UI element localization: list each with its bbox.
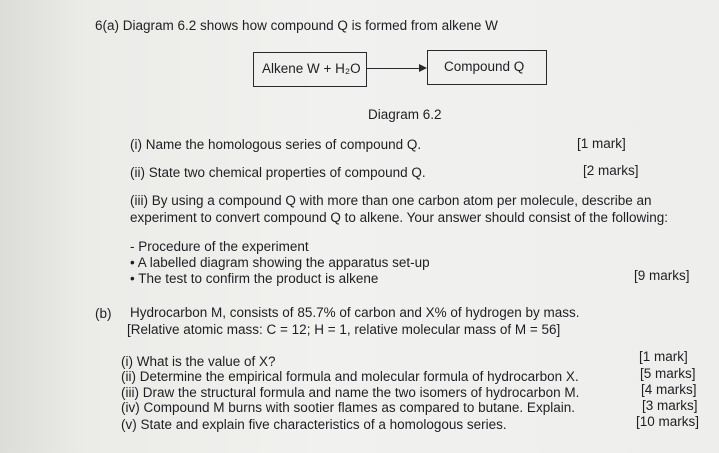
marks-a-i: [1 mark] bbox=[577, 136, 626, 151]
bullet-diagram: • A labelled diagram showing the apparatus set-up bbox=[130, 255, 430, 270]
marks-b-iv: [3 marks] bbox=[642, 398, 698, 413]
marks-b-iii: [4 marks] bbox=[641, 382, 697, 397]
question-a-i: (i) Name the homologous series of compound Q. bbox=[130, 137, 422, 152]
diagram-caption: Diagram 6.2 bbox=[368, 107, 442, 122]
question-a-iii-line1: (iii) By using a compound Q with more than one carbon atom per molecule, describe an bbox=[130, 193, 652, 208]
marks-a-ii: [2 marks] bbox=[583, 163, 639, 178]
marks-b-v: [10 marks] bbox=[636, 414, 700, 429]
question-b-v: (v) State and explain five characteristics of a homologous series. bbox=[121, 417, 507, 432]
reaction-arrow bbox=[367, 68, 421, 69]
question-b-ii: (ii) Determine the empirical formula and molecular formula of hydrocarbon X. bbox=[121, 369, 579, 384]
question-b-iv: (iv) Compound M burns with sootier flames as compared to butane. Explain. bbox=[121, 400, 575, 415]
part-b-line2: [Relative atomic mass: C = 12; H = 1, relative molecular mass of M = 56] bbox=[127, 322, 561, 337]
product-label: Compound Q bbox=[444, 59, 525, 74]
reactant-label: Alkene W + H₂O bbox=[262, 61, 361, 76]
reaction-arrow-head bbox=[419, 64, 427, 72]
marks-b-i: [1 mark] bbox=[639, 349, 688, 364]
bullet-procedure: - Procedure of the experiment bbox=[130, 239, 309, 254]
part-b-line1: Hydrocarbon M, consists of 85.7% of carbon and X% of hydrogen by mass. bbox=[130, 305, 580, 320]
question-a-ii: (ii) State two chemical properties of compound Q. bbox=[130, 165, 426, 180]
bullet-test: • The test to confirm the product is alkene bbox=[130, 271, 379, 286]
question-a-iii-line2: experiment to convert compound Q to alkene. Your answer should consist of the following: bbox=[130, 210, 669, 225]
marks-b-ii: [5 marks] bbox=[640, 366, 696, 381]
marks-a-iii: [9 marks] bbox=[634, 268, 690, 283]
question-b-iii: (iii) Draw the structural formula and name the two isomers of hydrocarbon M. bbox=[121, 385, 580, 400]
question-intro: 6(a) Diagram 6.2 shows how compound Q is formed from alkene W bbox=[95, 18, 498, 33]
question-b-i: (i) What is the value of X? bbox=[121, 354, 276, 369]
part-b-label: (b) bbox=[95, 306, 112, 321]
